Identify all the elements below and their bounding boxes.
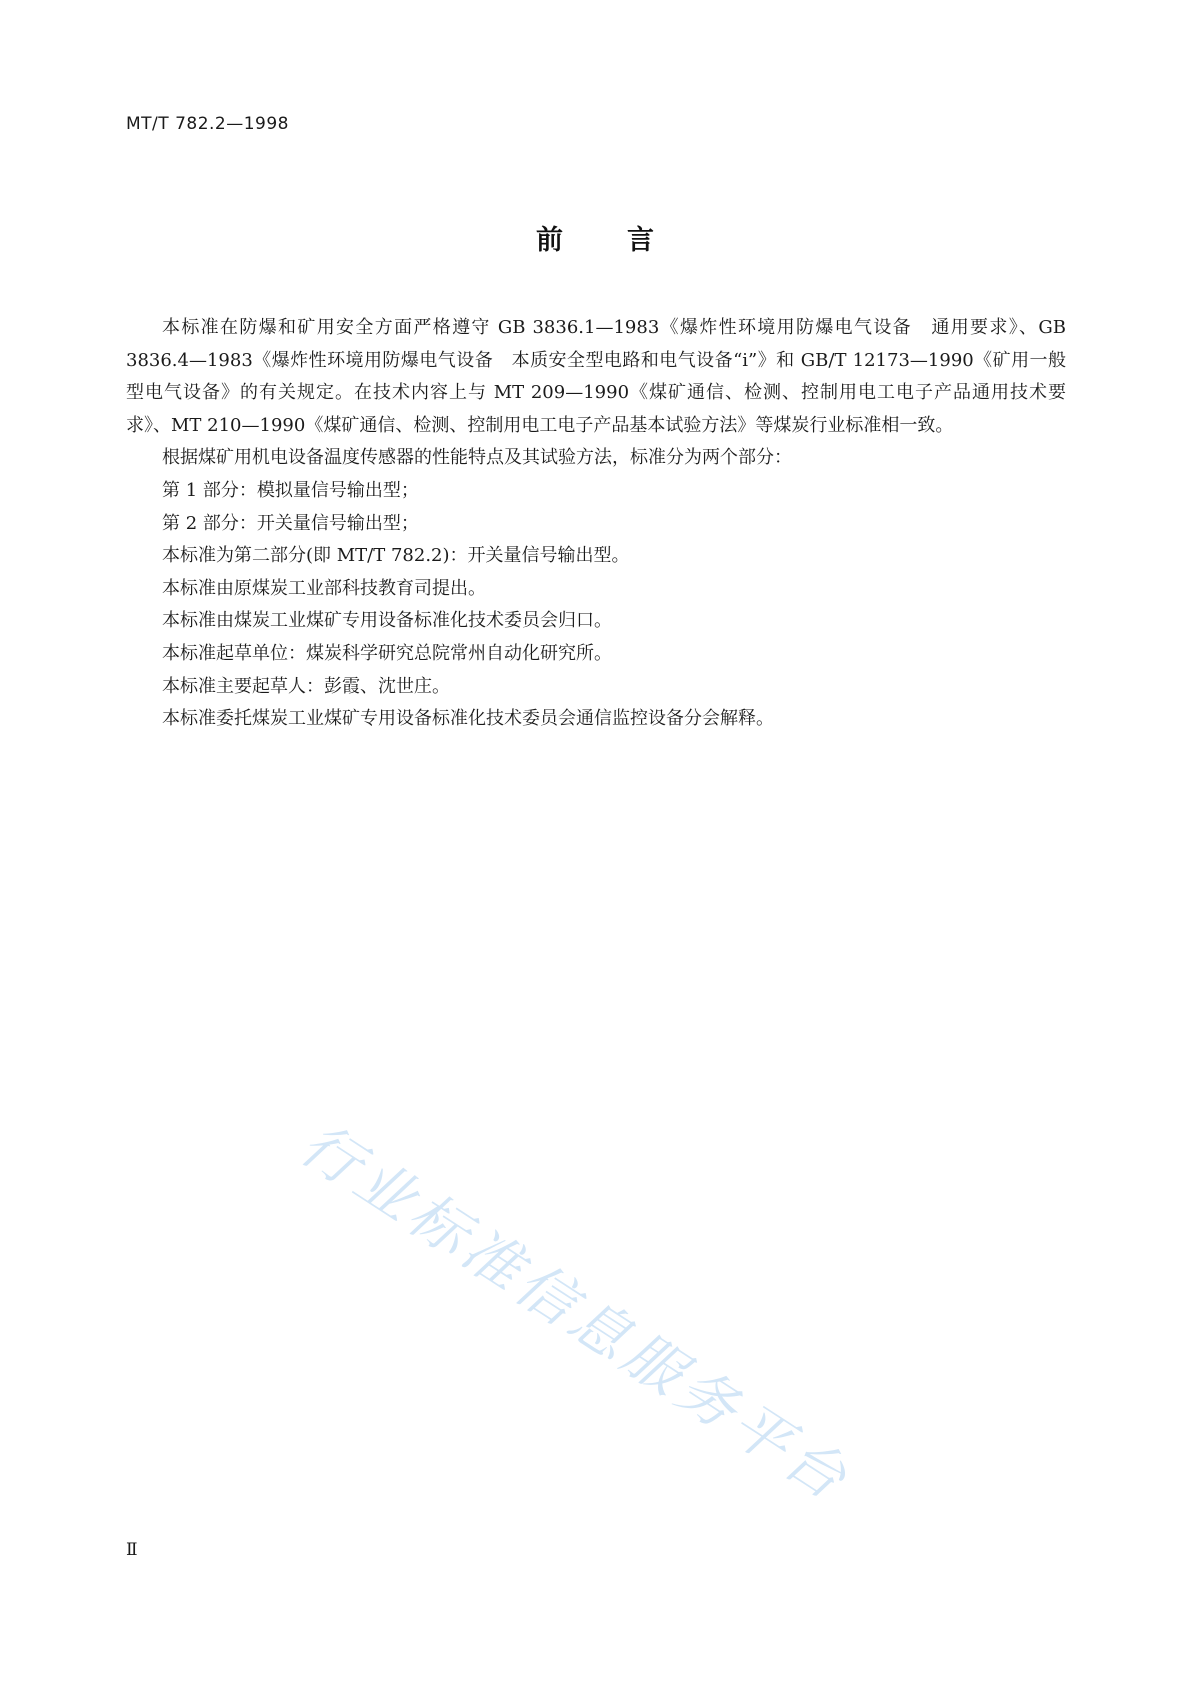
page-title: 前言 — [536, 225, 718, 256]
paragraph-part-1: 第 1 部分：模拟量信号输出型； — [162, 479, 419, 501]
paragraph-part-2: 第 2 部分：开关量信号输出型； — [162, 512, 419, 534]
paragraph-proposer: 本标准由原煤炭工业部科技教育司提出。 — [162, 577, 486, 599]
paragraph-this-part: 本标准为第二部分(即 MT/T 782.2)：开关量信号输出型。 — [162, 545, 630, 567]
paragraph-drafting-unit: 本标准起草单位：煤炭科学研究总院常州自动化研究所。 — [162, 642, 612, 664]
watermark: 行业标准信息服务平台 — [288, 1109, 863, 1516]
paragraph-parts-intro: 根据煤矿用机电设备温度传感器的性能特点及其试验方法，标准分为两个部分： — [162, 447, 792, 469]
standard-code: MT/T 782.2—1998 — [126, 114, 289, 134]
foreword-body — [126, 312, 1066, 736]
paragraph-interpretation: 本标准委托煤炭工业煤矿专用设备标准化技术委员会通信监控设备分会解释。 — [162, 708, 774, 730]
paragraph-drafters: 本标准主要起草人：彭霞、沈世庄。 — [162, 675, 450, 697]
paragraph-compliance: 本标准在防爆和矿用安全方面严格遵守 GB 3836.1—1983《爆炸性环境用防爆电气设备 通用要求》、GB 3836.4—1983《爆炸性环境用防爆电气设备 本质安全型电路和电气设备“i”》和 GB/T 12173—1990《矿用一般型电气设备》的有关规定。在技术内容上与 MT 209—1990《煤矿通信、检测、控制用电工电子产品通用技术要求》、MT 210—1990《煤矿通信、检测、控制用电工电子产品基本试验方法》等煤炭行业标准相一致。 — [126, 317, 1066, 436]
paragraph-centralized: 本标准由煤炭工业煤矿专用设备标准化技术委员会归口。 — [162, 610, 612, 632]
page-number: Ⅱ — [126, 1540, 138, 1560]
